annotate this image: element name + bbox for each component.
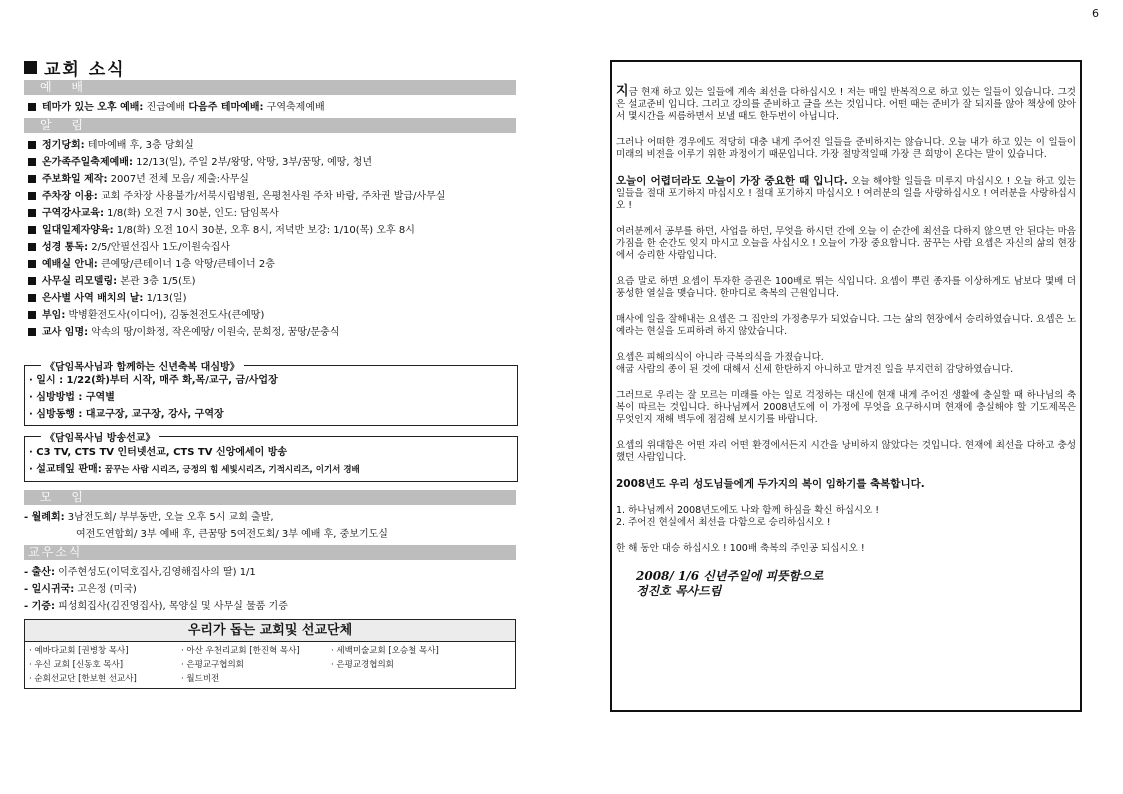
members-line: - 출산: 이주현성도(이덕호집사,김영해집사의 딸) 1/1	[24, 567, 256, 578]
pastor-letter-box	[610, 60, 1082, 712]
square-bullet-icon	[28, 311, 36, 319]
members-line: - 일시귀국: 고은정 (미국)	[24, 584, 137, 595]
mission-item: · 세백미술교회 [오승철 목사]	[331, 646, 439, 656]
visit-box-legend: 《담임목사님과 함께하는 신년축복 대심방》	[41, 358, 244, 373]
notice-item: 사무실 리모델링: 본관 3층 1/5(토)	[24, 273, 518, 290]
square-bullet-icon	[28, 294, 36, 302]
letter-paragraph: 한 해 동안 대승 하십시오 ! 100배 축복의 주인공 되십시오 !	[616, 543, 865, 554]
square-bullet-icon	[28, 103, 36, 111]
notices-header: 알 림	[24, 118, 516, 133]
square-bullet-icon	[28, 277, 36, 285]
letter-paragraph: 오늘이 어렵더라도 오늘이 가장 중요한 때 입니다. 오늘 해야할 일들을 미루지 마십시오 ! 오늘 하고 있는 일들을 절대 포기하지 마십시오 ! 절대 포기하지 마십시오 ! 여러분의 일을 사랑하십시오 ! 여러분을 사랑하십시오 !	[616, 175, 1076, 211]
broadcast-line: · 설교테잎 판매: 꿈꾸는 사람 시리즈, 긍정의 힘 세빛시리즈, 기적시리즈, 이기서 경배	[29, 464, 360, 475]
letter-paragraph: 매사에 일을 잘해내는 요셉은 그 집안의 가정총무가 되었습니다. 그는 삶의 현장에서 승리하였습니다. 요셉은 노예라는 현실을 도피하려 하지 않았습니다.	[616, 314, 1076, 337]
notice-item: 성경 통독: 2/5/안필선집사 1도/이원숙집사	[24, 239, 518, 256]
mission-item: · 우신 교회 [신동호 목사]	[29, 660, 124, 670]
square-bullet-icon	[28, 328, 36, 336]
broadcast-line: · C3 TV, CTS TV 인터넷선교, CTS TV 신앙에세이 방송	[29, 447, 288, 458]
mission-item: · 예바다교회 [권병창 목사]	[29, 646, 129, 656]
letter-paragraph: 2008년도 우리 성도님들에게 두가지의 복이 임하기를 축복합니다.	[616, 478, 925, 490]
square-bullet-icon	[28, 175, 36, 183]
notice-item: 온가족주일축제예배: 12/13(일), 주일 2부/왕땅, 악땅, 3부/꿈땅, 예땅, 청년	[24, 154, 518, 171]
notice-item: 주차장 이용: 교회 주차장 사용불가/서북시립병원, 은평천사원 주차 바람, 주차권 발급/사무실	[24, 188, 518, 205]
letter-body	[616, 86, 1076, 555]
fellowship-line: 여전도연합회/ 3부 예배 후, 큰꿈땅 5여전도회/ 3부 예배 후, 중보기도실	[76, 529, 388, 540]
worship-item: 테마가 있는 오후 예배: 진급예배 다음주 테마예배: 구역축제예배	[24, 99, 518, 116]
notice-item: 일대일제자양육: 1/8(화) 오전 10시 30분, 오후 8시, 저녁반 보강: 1/10(목) 오후 8시	[24, 222, 518, 239]
worship-header: 예 배	[24, 80, 516, 95]
letter-paragraph: 요셉은 피해의식이 아니라 극복의식을 가졌습니다. 애굽 사람의 종이 된 것에 대해서 신세 한탄하지 아니하고 맡겨진 일을 부지런히 감당하였습니다.	[616, 352, 1014, 375]
mission-item	[331, 673, 503, 685]
letter-paragraph: 여러분께서 공부를 하던, 사업을 하던, 무엇을 하시던 간에 오늘 이 순간에 최선을 다하지 않으면 안 된다는 마음가짐을 한 순간도 잊지 마시고 오늘을 사십시오 ! 오늘이 가장 중요합니다. 꿈꾸는 사람 요셉은 자신의 삶의 현장에서 승리한 사람입니다.	[616, 226, 1076, 261]
visit-line: · 일시 : 1/22(화)부터 시작, 매주 화,목/교구, 금/사업장	[29, 375, 278, 386]
notice-item: 교사 임명: 악속의 땅/이화정, 작은예땅/ 이원숙, 문희정, 꿈땅/문충식	[24, 324, 518, 341]
notice-item: 구역강사교육: 1/8(화) 오전 7시 30분, 인도: 담임목사	[24, 205, 518, 222]
square-bullet-icon	[28, 158, 36, 166]
letter-paragraph: 그러므로 우리는 잘 모르는 미래를 아는 일로 걱정하는 대신에 현재 내게 주어진 생활에 충실할 때 하나님의 축복이 따르는 것입니다. 하나님께서 2008년도에 이 가정에 무엇을 요구하시며 현재에 충실해야 할 기도제목은 무엇인지 재해 벽두에 점검해 보시기를 바랍니다.	[616, 390, 1076, 425]
visit-line: · 심방방법 : 구역별	[29, 392, 115, 403]
letter-paragraph: 요즘 말로 하면 요셉이 투자한 증권은 100배로 뛰는 식입니다. 요셉이 뿌린 종자를 이상하게도 남보다 몇배 더 풍성한 열실을 맺습니다. 한마디로 축복의 근원입니다.	[616, 276, 1076, 299]
missions-title: 우리가 돕는 교회및 선교단체	[24, 619, 516, 641]
notice-item: 부임: 박병환전도사(이디어), 김동천전도사(큰예땅)	[24, 307, 518, 324]
fellowship-line: - 월례회: 3남전도회/ 부부동반, 오늘 오후 5시 교회 출발,	[24, 512, 274, 523]
letter-paragraph: 그러나 어떠한 경우에도 적당히 대충 내게 주어진 일들을 준비하지는 않습니다. 오늘 내가 하고 있는 이 일들이 미래의 비전을 이루기 위한 과정이기 때문입니다. 가장 절망적일때 가장 큰 희망이 온다는 말이 있습니다.	[616, 137, 1076, 160]
letter-paragraph: 1. 하나님께서 2008년도에도 나와 함께 하심을 확신 하십시오 ! 2. 주어진 현실에서 최선을 다함으로 승리하십시오 !	[616, 505, 880, 528]
square-bullet-icon	[28, 209, 36, 217]
members-header: 교우소식	[24, 545, 516, 560]
notice-item: 주보화일 제작: 2007년 전체 모음/ 제출:사무실	[24, 171, 518, 188]
notices-list	[24, 137, 518, 341]
mission-item: · 순회선교단 [한보현 선교사]	[29, 674, 137, 684]
section-title: 교회 소식	[24, 56, 518, 78]
notice-item: 예배실 안내: 큰예땅/큰테이너 1층 악땅/큰테이너 2층	[24, 256, 518, 273]
square-bullet-icon	[24, 61, 37, 74]
members-line: - 기증: 피성희집사(김진영집사), 목양실 및 사무실 물품 기증	[24, 601, 288, 612]
notice-item: 은사별 사역 배치의 날: 1/13(일)	[24, 290, 518, 307]
visit-line: · 심방동행 : 대교구장, 교구장, 강사, 구역장	[29, 409, 224, 420]
square-bullet-icon	[28, 141, 36, 149]
church-news-column	[24, 56, 518, 689]
missions-grid	[24, 641, 516, 689]
square-bullet-icon	[28, 226, 36, 234]
letter-paragraph: 지금 현재 하고 있는 일들에 계속 최선을 다하십시오 ! 저는 매일 반복적으로 하고 있는 일들이 있습니다. 그것은 설교준비 입니다. 그리고 강의를 준비하고 글을 쓰는 것입니다. 어떤 때는 준비가 잘 되지를 않아 책상에 앉아서 몇시간을 씨름하면서 보낼 때도 한두번이 아닙니다.	[616, 84, 1076, 122]
mission-item: · 월드비전	[181, 674, 220, 684]
broadcast-box	[24, 433, 518, 482]
visit-box	[24, 362, 518, 426]
page-number: 6	[1092, 7, 1099, 20]
notice-item: 정기당회: 테마예배 후, 3층 당회실	[24, 137, 518, 154]
signature: 2008/ 1/6 신년주일에 피뜻함으로 정진호 목사드림	[636, 569, 824, 598]
mission-item: · 아산 우천리교회 [한진혁 목사]	[181, 646, 300, 656]
broadcast-box-legend: 《담임목사님 방송선교》	[41, 429, 159, 444]
mission-item: · 은평교구협의회	[181, 660, 244, 670]
fellowship-header: 모 임	[24, 490, 516, 505]
square-bullet-icon	[28, 260, 36, 268]
letter-paragraph: 요셉의 위대함은 어떤 자리 어떤 환경에서든지 시간을 낭비하지 않았다는 것입니다. 현재에 최선을 다하고 충성했던 사람입니다.	[616, 440, 1076, 463]
mission-item: · 은평교경협의회	[331, 660, 394, 670]
square-bullet-icon	[28, 243, 36, 251]
square-bullet-icon	[28, 192, 36, 200]
